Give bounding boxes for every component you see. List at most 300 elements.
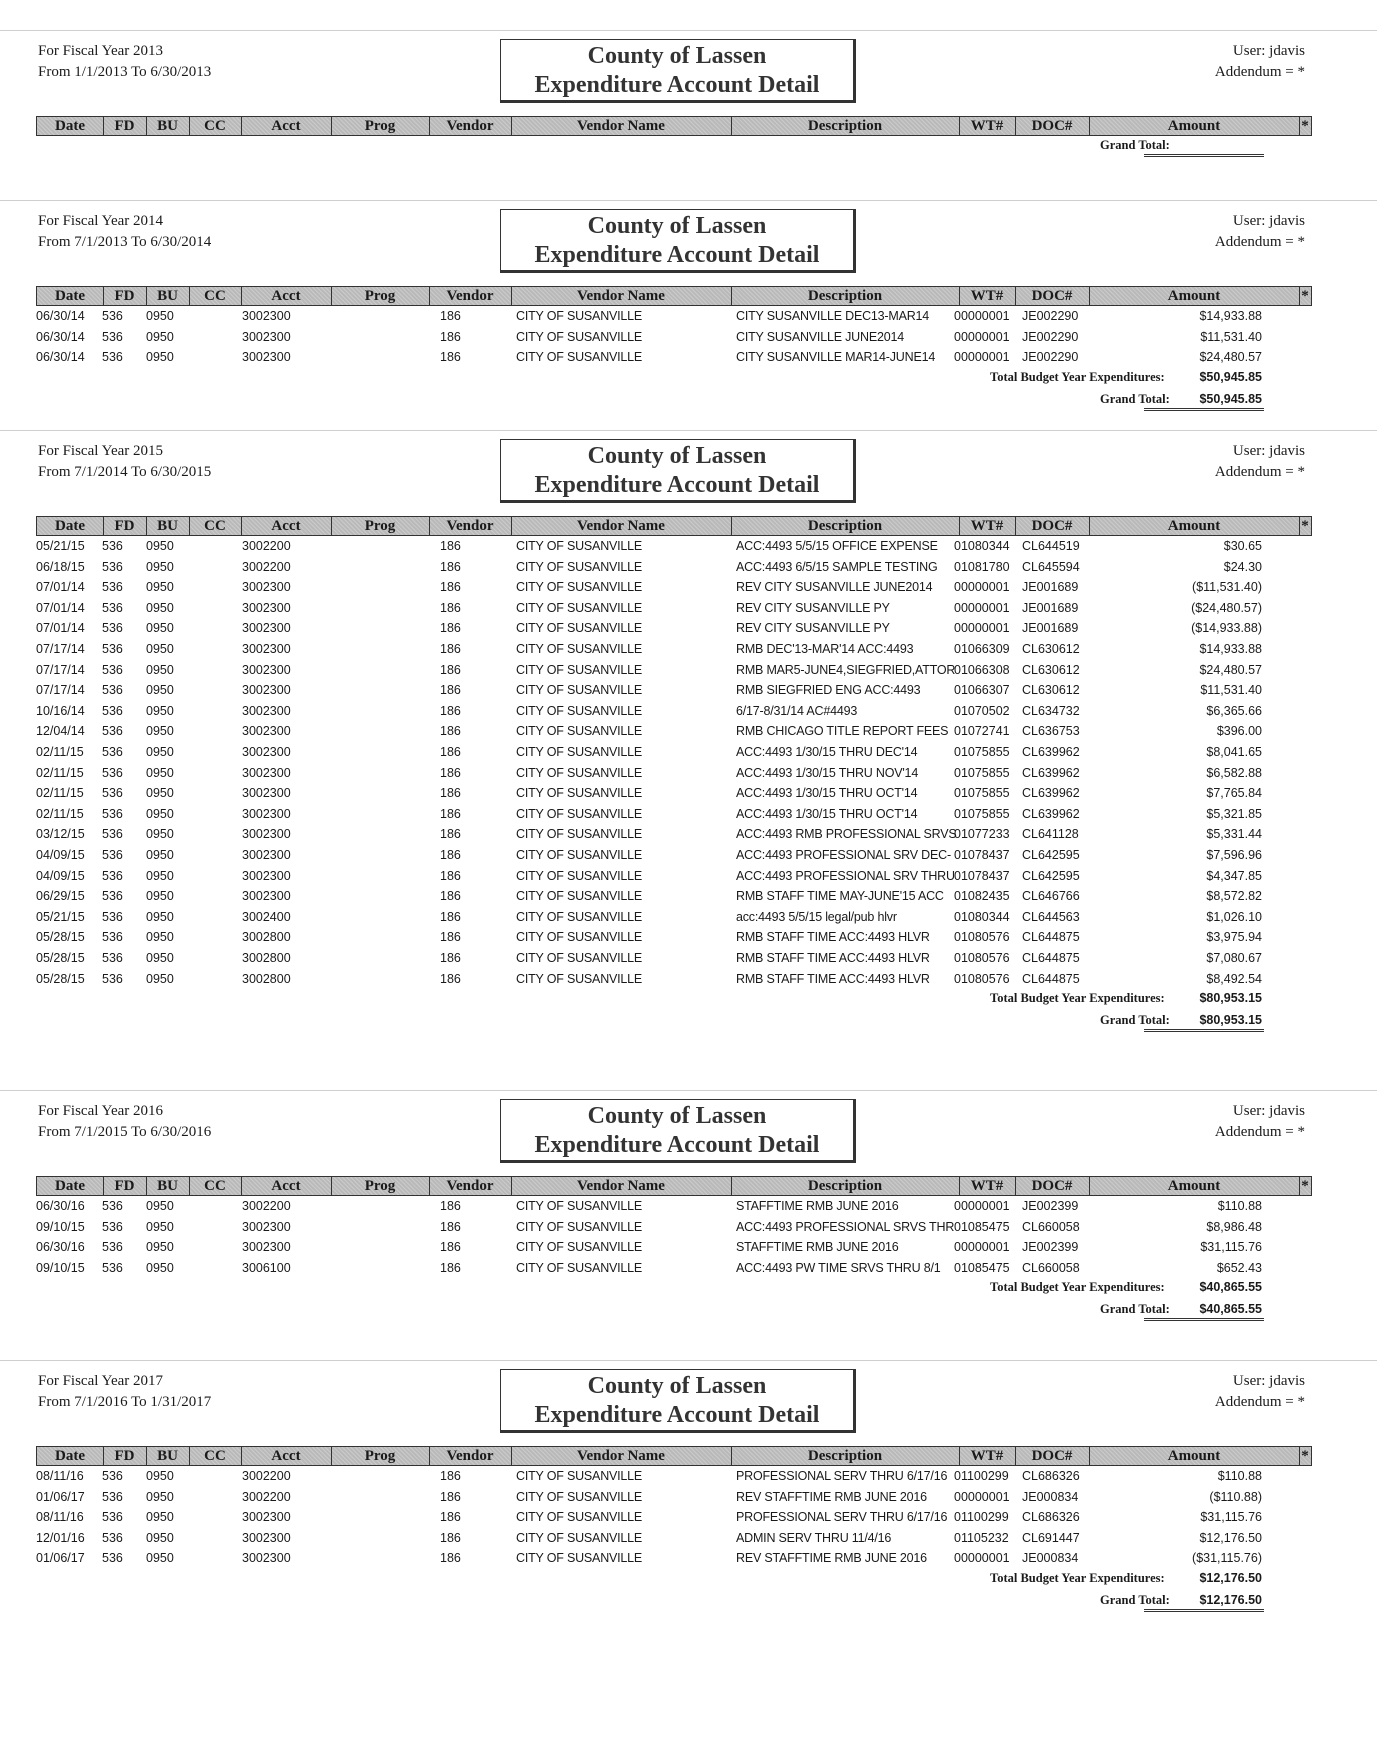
cell-wt-number: 01066309 — [954, 642, 1010, 656]
cell-bu: 0950 — [146, 350, 174, 365]
cell-vendor-name: CITY OF SUSANVILLE — [516, 868, 643, 883]
column-header-doc: DOC# — [1031, 288, 1073, 304]
cell-vendor: 186 — [440, 683, 461, 698]
cell-fd: 536 — [102, 827, 123, 842]
fiscal-year-block — [38, 211, 211, 253]
fiscal-year-block — [38, 1101, 211, 1143]
total-budget-label: Total Budget Year Expenditures: — [990, 991, 1165, 1006]
cell-bu: 0950 — [146, 580, 174, 595]
addendum-label: Addendum = * — [1214, 464, 1305, 480]
column-header-vendor: Vendor — [446, 288, 494, 304]
cell-description: CITY SUSANVILLE JUNE2014 — [736, 329, 904, 344]
cell-acct: 3002300 — [242, 745, 291, 759]
cell-description: ADMIN SERV THRU 11/4/16 — [736, 1530, 892, 1545]
cell-date: 06/30/16 — [36, 1240, 85, 1255]
report-title-county: County of Lassen — [587, 443, 767, 469]
cell-wt-number: 01075855 — [954, 745, 1010, 759]
cell-wt-number: 01077233 — [954, 827, 1010, 842]
cell-description: RMB STAFF TIME MAY-JUNE'15 ACC — [736, 889, 944, 904]
cell-description: PROFESSIONAL SERV THRU 6/17/16 — [736, 1469, 948, 1483]
cell-amount: $24.30 — [1223, 559, 1262, 574]
table-row — [36, 927, 1310, 947]
cell-acct: 3002800 — [242, 951, 291, 965]
cell-bu: 0950 — [146, 309, 174, 323]
column-header-date: Date — [55, 1448, 85, 1464]
user-block — [1215, 41, 1305, 83]
fiscal-year-section — [0, 430, 1377, 1074]
cell-acct: 3002300 — [242, 786, 291, 801]
column-header-description: Description — [807, 518, 883, 534]
cell-bu: 0950 — [146, 329, 174, 344]
cell-vendor: 186 — [440, 1530, 461, 1545]
cell-acct: 3002300 — [242, 827, 291, 842]
column-header-bar — [36, 116, 1312, 136]
addendum-label: Addendum = * — [1214, 234, 1305, 250]
column-header-amount: Amount — [1167, 518, 1221, 534]
table-row — [36, 598, 1310, 618]
column-header-cc: CC — [204, 518, 226, 534]
cell-bu: 0950 — [146, 683, 174, 698]
grand-total-label: Grand Total: — [1100, 138, 1170, 152]
cell-vendor: 186 — [440, 1489, 461, 1504]
cell-description: REV CITY SUSANVILLE PY — [736, 600, 890, 615]
cell-acct: 3002400 — [242, 909, 291, 924]
cell-vendor: 186 — [440, 1551, 461, 1566]
cell-date: 04/09/15 — [36, 848, 85, 862]
cell-fd: 536 — [102, 559, 123, 574]
column-header-acct: Acct — [271, 288, 301, 304]
cell-acct: 3002300 — [242, 765, 291, 780]
cell-doc-number: CL644875 — [1022, 930, 1080, 945]
cell-vendor: 186 — [440, 827, 461, 842]
column-header-: * — [1301, 1448, 1309, 1464]
cell-doc-number: JE001689 — [1022, 600, 1079, 615]
table-row — [36, 742, 1310, 762]
cell-vendor: 186 — [440, 642, 461, 656]
cell-amount: ($14,933.88) — [1191, 621, 1262, 636]
table-row — [36, 1528, 1310, 1548]
cell-amount: $3,975.94 — [1206, 930, 1262, 945]
cell-bu: 0950 — [146, 1530, 174, 1545]
total-budget-label: Total Budget Year Expenditures: — [990, 1571, 1165, 1585]
cell-amount: $110.88 — [1217, 1469, 1262, 1483]
table-row — [36, 763, 1310, 783]
cell-fd: 536 — [102, 539, 123, 553]
cell-fd: 536 — [102, 971, 123, 986]
cell-bu: 0950 — [146, 600, 174, 615]
cell-fd: 536 — [102, 1219, 123, 1234]
cell-date: 09/10/15 — [36, 1260, 85, 1275]
cell-date: 07/01/14 — [36, 621, 85, 636]
cell-doc-number: JE002399 — [1022, 1199, 1079, 1213]
cell-date: 07/17/14 — [36, 683, 85, 698]
cell-vendor: 186 — [440, 350, 461, 365]
report-title-name: Expenditure Account Detail — [534, 1132, 820, 1158]
cell-bu: 0950 — [146, 559, 174, 574]
cell-vendor: 186 — [440, 930, 461, 945]
cell-description: 6/17-8/31/14 AC#4493 — [736, 703, 858, 718]
cell-wt-number: 00000001 — [954, 580, 1010, 595]
cell-vendor-name: CITY OF SUSANVILLE — [516, 848, 643, 862]
fiscal-year-label: For Fiscal Year 2015 — [38, 443, 164, 459]
cell-acct: 3002200 — [242, 1489, 291, 1504]
column-header-wt: WT# — [970, 118, 1004, 134]
cell-amount: $11,531.40 — [1200, 329, 1262, 344]
cell-wt-number: 00000001 — [954, 329, 1010, 344]
column-header-description: Description — [807, 1448, 883, 1464]
cell-amount: $5,331.44 — [1206, 827, 1262, 842]
cell-vendor: 186 — [440, 309, 461, 323]
cell-vendor-name: CITY OF SUSANVILLE — [516, 600, 643, 615]
cell-vendor-name: CITY OF SUSANVILLE — [516, 786, 643, 801]
cell-vendor: 186 — [440, 1260, 461, 1275]
fiscal-year-section — [0, 1360, 1377, 1654]
table-row — [36, 660, 1310, 680]
cell-vendor-name: CITY OF SUSANVILLE — [516, 1199, 643, 1213]
cell-vendor-name: CITY OF SUSANVILLE — [516, 642, 643, 656]
table-row — [36, 327, 1310, 347]
cell-date: 05/21/15 — [36, 539, 85, 553]
cell-vendor: 186 — [440, 580, 461, 595]
column-header-: * — [1301, 518, 1309, 534]
cell-doc-number: JE002399 — [1022, 1240, 1079, 1255]
table-row — [36, 618, 1310, 638]
cell-wt-number: 01070502 — [954, 703, 1010, 718]
addendum-label: Addendum = * — [1214, 64, 1305, 80]
column-header-amount: Amount — [1167, 288, 1221, 304]
cell-bu: 0950 — [146, 1219, 174, 1234]
cell-vendor: 186 — [440, 868, 461, 883]
cell-date: 09/10/15 — [36, 1219, 85, 1234]
column-header-fd: FD — [114, 288, 135, 304]
cell-wt-number: 01066307 — [954, 683, 1010, 698]
cell-date: 08/11/16 — [36, 1469, 84, 1483]
cell-doc-number: CL691447 — [1022, 1530, 1080, 1545]
cell-vendor-name: CITY OF SUSANVILLE — [516, 329, 643, 344]
cell-wt-number: 00000001 — [954, 1551, 1010, 1566]
column-header-prog: Prog — [364, 1448, 396, 1464]
cell-fd: 536 — [102, 1510, 123, 1525]
table-row — [36, 1548, 1310, 1568]
table-row — [36, 347, 1310, 367]
cell-amount: $14,933.88 — [1199, 642, 1262, 656]
cell-bu: 0950 — [146, 724, 174, 739]
cell-description: RMB STAFF TIME ACC:4493 HLVR — [736, 951, 930, 965]
column-header-vendor-name: Vendor Name — [577, 1448, 665, 1464]
cell-doc-number: CL641128 — [1022, 827, 1079, 842]
cell-acct: 3002300 — [242, 848, 291, 862]
report-title-county: County of Lassen — [587, 213, 767, 239]
cell-fd: 536 — [102, 765, 123, 780]
cell-amount: $1,026.10 — [1206, 909, 1262, 924]
column-header-bu: BU — [157, 518, 178, 534]
cell-date: 12/01/16 — [36, 1530, 85, 1545]
cell-description: STAFFTIME RMB JUNE 2016 — [736, 1199, 899, 1213]
cell-date: 03/12/15 — [36, 827, 85, 842]
cell-doc-number: JE000834 — [1022, 1489, 1079, 1504]
cell-acct: 3002300 — [242, 350, 291, 365]
cell-vendor-name: CITY OF SUSANVILLE — [516, 745, 643, 759]
cell-wt-number: 00000001 — [954, 621, 1010, 636]
cell-wt-number: 00000001 — [954, 1489, 1010, 1504]
report-title-county: County of Lassen — [587, 1373, 767, 1399]
cell-vendor: 186 — [440, 600, 461, 615]
addendum-label: Addendum = * — [1214, 1124, 1305, 1140]
grand-total-value: $50,945.85 — [1199, 391, 1262, 406]
report-title-county: County of Lassen — [587, 1103, 767, 1129]
column-header-doc: DOC# — [1031, 118, 1073, 134]
user-block — [1215, 1371, 1305, 1413]
cell-amount: $6,582.88 — [1206, 765, 1262, 780]
cell-vendor-name: CITY OF SUSANVILLE — [516, 309, 643, 323]
column-header-vendor-name: Vendor Name — [577, 518, 665, 534]
cell-vendor: 186 — [440, 559, 461, 574]
cell-fd: 536 — [102, 889, 123, 904]
cell-bu: 0950 — [146, 1199, 174, 1213]
cell-description: ACC:4493 PROFESSIONAL SRVS THR — [736, 1219, 955, 1234]
cell-description: REV STAFFTIME RMB JUNE 2016 — [736, 1489, 927, 1504]
table-row — [36, 1196, 1310, 1216]
grand-total-underline — [1144, 1029, 1264, 1032]
cell-bu: 0950 — [146, 889, 174, 904]
fiscal-year-label: For Fiscal Year 2013 — [38, 43, 164, 59]
column-header-description: Description — [807, 288, 883, 304]
cell-wt-number: 01100299 — [954, 1510, 1009, 1525]
cell-vendor: 186 — [440, 745, 461, 759]
cell-vendor-name: CITY OF SUSANVILLE — [516, 539, 643, 553]
cell-description: STAFFTIME RMB JUNE 2016 — [736, 1240, 899, 1255]
total-budget-value: $80,953.15 — [1199, 991, 1262, 1006]
cell-vendor-name: CITY OF SUSANVILLE — [516, 765, 643, 780]
cell-bu: 0950 — [146, 539, 174, 553]
cell-vendor: 186 — [440, 703, 461, 718]
cell-vendor: 186 — [440, 971, 461, 986]
cell-vendor-name: CITY OF SUSANVILLE — [516, 806, 643, 821]
cell-vendor-name: CITY OF SUSANVILLE — [516, 662, 643, 677]
cell-date: 07/17/14 — [36, 642, 85, 656]
cell-vendor: 186 — [440, 765, 461, 780]
grand-total-underline — [1144, 408, 1264, 411]
cell-vendor-name: CITY OF SUSANVILLE — [516, 1260, 643, 1275]
cell-bu: 0950 — [146, 1469, 174, 1483]
cell-fd: 536 — [102, 951, 123, 965]
cell-wt-number: 01066308 — [954, 662, 1010, 677]
column-header-bar — [36, 516, 1312, 536]
column-header-fd: FD — [114, 118, 135, 134]
column-header-description: Description — [807, 118, 883, 134]
cell-acct: 3002300 — [242, 309, 291, 323]
cell-doc-number: CL639962 — [1022, 765, 1080, 780]
cell-doc-number: JE001689 — [1022, 621, 1079, 636]
column-header-acct: Acct — [271, 518, 301, 534]
column-header-vendor: Vendor — [446, 118, 494, 134]
cell-vendor: 186 — [440, 1469, 461, 1483]
report-title-box — [500, 1099, 856, 1163]
cell-bu: 0950 — [146, 806, 174, 821]
cell-doc-number: CL644519 — [1022, 539, 1080, 553]
cell-description: ACC:4493 PROFESSIONAL SRV DEC- — [736, 848, 951, 862]
cell-acct: 3002200 — [242, 559, 291, 574]
cell-doc-number: CL645594 — [1022, 559, 1080, 574]
cell-vendor: 186 — [440, 786, 461, 801]
table-row — [36, 306, 1310, 326]
fiscal-year-block — [38, 441, 211, 483]
table-row — [36, 1237, 1310, 1257]
cell-acct: 3002300 — [242, 683, 291, 698]
cell-bu: 0950 — [146, 951, 174, 965]
fiscal-year-label: For Fiscal Year 2017 — [38, 1373, 164, 1389]
column-header-acct: Acct — [271, 118, 301, 134]
cell-doc-number: CL660058 — [1022, 1260, 1080, 1275]
cell-amount: $7,080.67 — [1206, 951, 1262, 965]
fiscal-year-section — [0, 200, 1377, 453]
total-budget-value: $12,176.50 — [1199, 1571, 1262, 1585]
column-header-bu: BU — [157, 118, 178, 134]
cell-description: RMB STAFF TIME ACC:4493 HLVR — [736, 971, 930, 986]
cell-wt-number: 01100299 — [954, 1469, 1009, 1483]
date-range-label: From 7/1/2015 To 6/30/2016 — [38, 1124, 212, 1140]
column-header-vendor: Vendor — [446, 1178, 494, 1194]
column-header-: * — [1301, 118, 1309, 134]
cell-description: RMB DEC'13-MAR'14 ACC:4493 — [736, 642, 914, 656]
column-header-bu: BU — [157, 1178, 178, 1194]
table-row — [36, 866, 1310, 886]
cell-vendor-name: CITY OF SUSANVILLE — [516, 909, 643, 924]
date-range-label: From 1/1/2013 To 6/30/2013 — [38, 64, 212, 80]
cell-fd: 536 — [102, 1551, 123, 1566]
cell-wt-number: 01085475 — [954, 1219, 1010, 1234]
date-range-label: From 7/1/2016 To 1/31/2017 — [38, 1394, 212, 1410]
cell-wt-number: 01082435 — [954, 889, 1010, 904]
total-budget-value: $50,945.85 — [1199, 369, 1262, 384]
cell-vendor: 186 — [440, 806, 461, 821]
fiscal-year-label: For Fiscal Year 2016 — [38, 1103, 164, 1119]
cell-description: ACC:4493 RMB PROFESSIONAL SRVS — [736, 827, 957, 842]
cell-vendor: 186 — [440, 1510, 461, 1525]
cell-amount: $8,572.82 — [1206, 889, 1262, 904]
column-header-bar — [36, 1176, 1312, 1196]
cell-vendor-name: CITY OF SUSANVILLE — [516, 724, 643, 739]
cell-fd: 536 — [102, 868, 123, 883]
cell-wt-number: 01075855 — [954, 806, 1010, 821]
cell-description: CITY SUSANVILLE DEC13-MAR14 — [736, 309, 930, 323]
cell-amount: $396.00 — [1216, 724, 1262, 739]
total-budget-label: Total Budget Year Expenditures: — [990, 1280, 1165, 1295]
cell-wt-number: 01105232 — [954, 1530, 1009, 1545]
cell-bu: 0950 — [146, 930, 174, 945]
cell-vendor-name: CITY OF SUSANVILLE — [516, 580, 643, 595]
cell-bu: 0950 — [146, 703, 174, 718]
cell-description: RMB STAFF TIME ACC:4493 HLVR — [736, 930, 930, 945]
grand-total-value: $80,953.15 — [1199, 1013, 1262, 1028]
table-row — [36, 886, 1310, 906]
cell-date: 07/01/14 — [36, 600, 85, 615]
table-row — [36, 1258, 1310, 1278]
cell-description: ACC:4493 5/5/15 OFFICE EXPENSE — [736, 539, 938, 553]
column-header-cc: CC — [204, 288, 226, 304]
column-header-date: Date — [55, 288, 85, 304]
grand-total-underline — [1144, 1318, 1264, 1321]
column-header-amount: Amount — [1167, 1448, 1221, 1464]
cell-vendor-name: CITY OF SUSANVILLE — [516, 621, 643, 636]
cell-amount: $110.88 — [1217, 1199, 1262, 1213]
table-row — [36, 948, 1310, 968]
cell-doc-number: JE001689 — [1022, 580, 1079, 595]
cell-acct: 3002300 — [242, 1530, 291, 1545]
cell-acct: 3002300 — [242, 621, 291, 636]
column-header-wt: WT# — [970, 1178, 1004, 1194]
cell-wt-number: 01080576 — [954, 930, 1010, 945]
cell-fd: 536 — [102, 1469, 123, 1483]
table-row — [36, 721, 1310, 741]
fiscal-year-section — [0, 1090, 1377, 1363]
cell-description: acc:4493 5/5/15 legal/pub hlvr — [736, 909, 897, 924]
cell-fd: 536 — [102, 1240, 123, 1255]
cell-fd: 536 — [102, 786, 123, 801]
table-row — [36, 577, 1310, 597]
cell-description: PROFESSIONAL SERV THRU 6/17/16 — [736, 1510, 948, 1525]
fiscal-year-label: For Fiscal Year 2014 — [38, 213, 164, 229]
cell-bu: 0950 — [146, 1510, 174, 1525]
cell-doc-number: CL630612 — [1022, 642, 1080, 656]
grand-total-label: Grand Total: — [1100, 1593, 1170, 1607]
table-row — [36, 824, 1310, 844]
cell-amount: ($24,480.57) — [1191, 600, 1262, 615]
user-label: User: jdavis — [1232, 1103, 1305, 1119]
cell-doc-number: CL630612 — [1022, 662, 1080, 677]
cell-wt-number: 01080576 — [954, 971, 1010, 986]
cell-amount: $12,176.50 — [1199, 1530, 1262, 1545]
table-row — [36, 557, 1310, 577]
cell-fd: 536 — [102, 350, 123, 365]
cell-amount: $4,347.85 — [1206, 868, 1262, 883]
cell-bu: 0950 — [146, 1551, 174, 1566]
fiscal-year-section — [0, 30, 1377, 181]
cell-vendor: 186 — [440, 621, 461, 636]
cell-date: 05/28/15 — [36, 930, 85, 945]
cell-date: 06/30/14 — [36, 309, 85, 323]
column-header-doc: DOC# — [1031, 518, 1073, 534]
table-row — [36, 969, 1310, 989]
cell-bu: 0950 — [146, 868, 174, 883]
column-header-date: Date — [55, 118, 85, 134]
date-range-label: From 7/1/2013 To 6/30/2014 — [38, 234, 212, 250]
cell-acct: 3002800 — [242, 930, 291, 945]
cell-fd: 536 — [102, 662, 123, 677]
cell-wt-number: 00000001 — [954, 350, 1010, 365]
cell-fd: 536 — [102, 1530, 123, 1545]
column-header-cc: CC — [204, 118, 226, 134]
cell-amount: $8,986.48 — [1206, 1219, 1262, 1234]
addendum-label: Addendum = * — [1214, 1394, 1305, 1410]
cell-description: ACC:4493 PW TIME SRVS THRU 8/1 — [736, 1260, 941, 1275]
cell-description: REV CITY SUSANVILLE JUNE2014 — [736, 580, 933, 595]
column-header-bu: BU — [157, 1448, 178, 1464]
cell-description: REV STAFFTIME RMB JUNE 2016 — [736, 1551, 927, 1566]
cell-wt-number: 01075855 — [954, 786, 1010, 801]
cell-vendor: 186 — [440, 1240, 461, 1255]
cell-vendor-name: CITY OF SUSANVILLE — [516, 930, 643, 945]
column-header-cc: CC — [204, 1448, 226, 1464]
cell-fd: 536 — [102, 930, 123, 945]
cell-amount: ($110.88) — [1209, 1489, 1262, 1504]
cell-date: 02/11/15 — [36, 786, 84, 801]
cell-doc-number: CL660058 — [1022, 1219, 1080, 1234]
cell-wt-number: 01080576 — [954, 951, 1010, 965]
cell-description: ACC:4493 1/30/15 THRU OCT'14 — [736, 786, 918, 801]
column-header-fd: FD — [114, 1178, 135, 1194]
cell-acct: 3002800 — [242, 971, 291, 986]
